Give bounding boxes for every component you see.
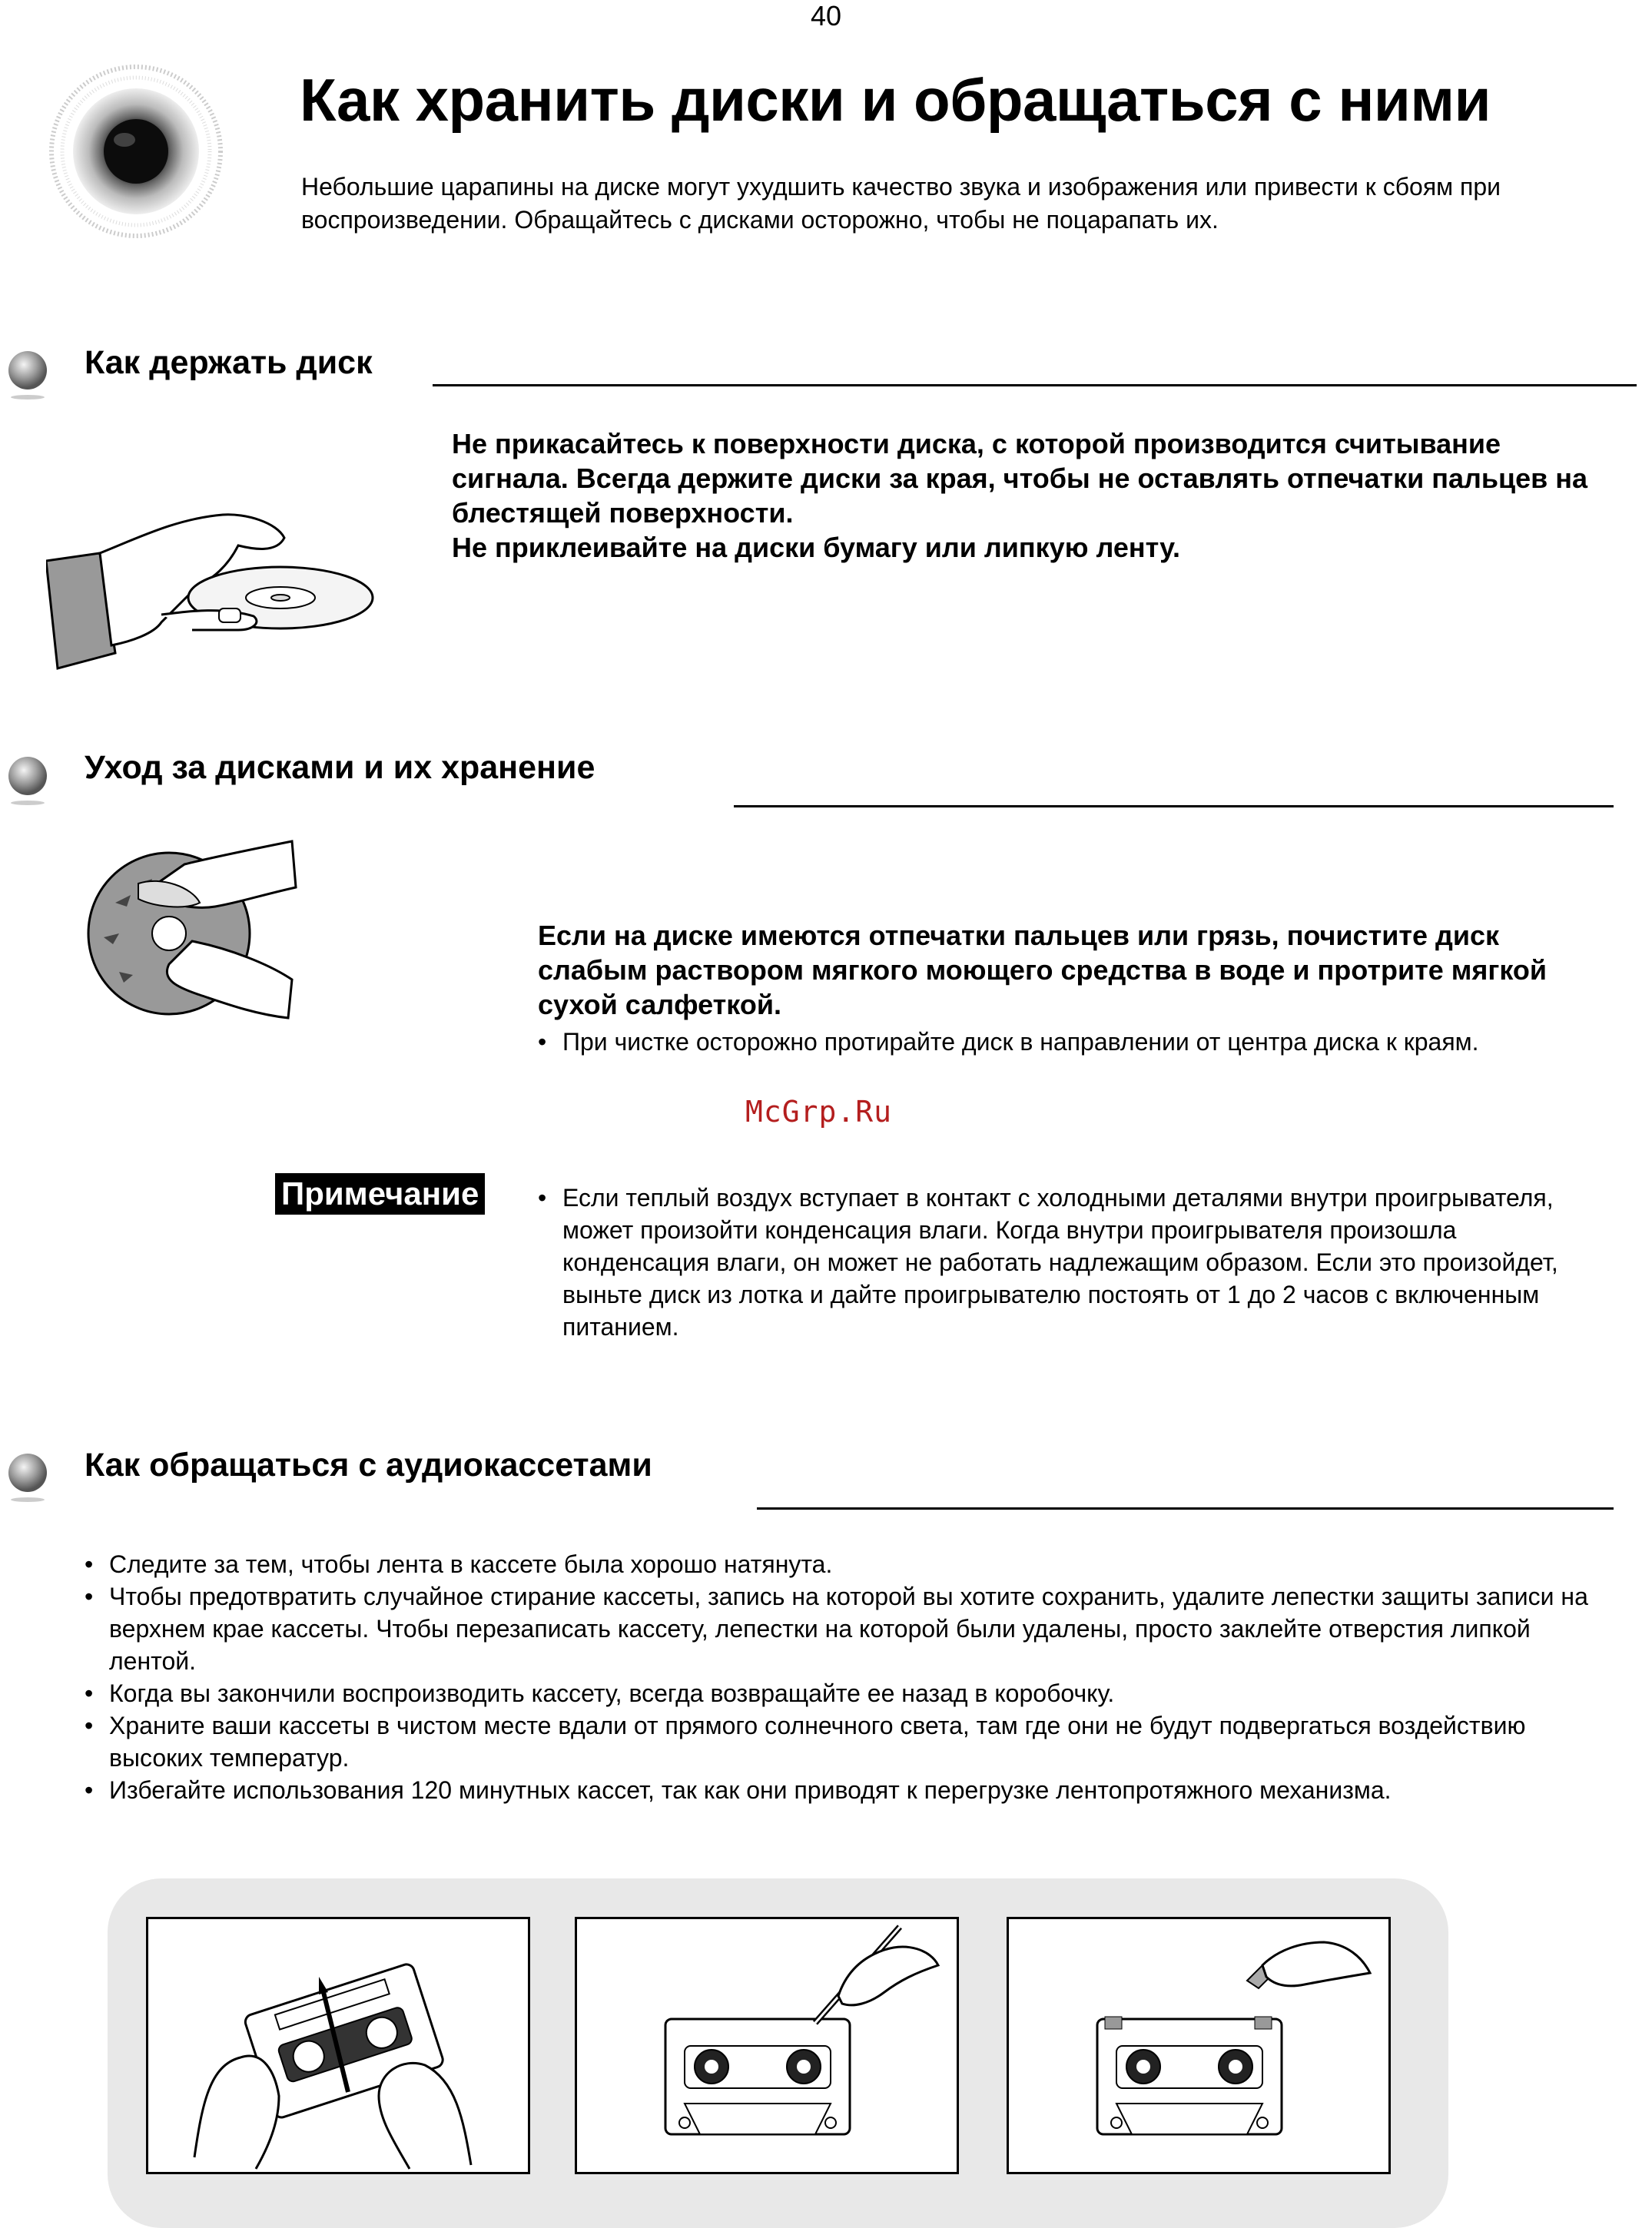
cassette-bullet-list [85, 1548, 1614, 1806]
section-rule [757, 1507, 1614, 1510]
cassette-tighten-illustration [146, 1917, 530, 2174]
hold-disc-text: Не прикасайтесь к поверхности диска, с которой производится считывание сигнала. Всегда держите диски за края, чтобы не оставлять отпечатки пальцев на блестящей поверхности. [452, 428, 1588, 529]
note-bullet-list [538, 1182, 1560, 1343]
cleaning-bullet-list [538, 1026, 1614, 1058]
cleaning-disc-illustration [77, 834, 323, 1029]
section-bullet-icon [6, 350, 52, 407]
section-bullet-icon [6, 1452, 52, 1510]
note-label: Примечание [275, 1173, 485, 1215]
cassette-remove-tab-illustration [575, 1917, 959, 2174]
section-rule [734, 805, 1614, 807]
list-item: • Избегайте использования 120 минутных кассет, так как они приводят к перегрузке лентопротяжного механизма. [85, 1774, 1614, 1806]
section-rule [433, 384, 1637, 386]
hand-holding-disc-illustration [46, 507, 384, 680]
list-item: • Чтобы предотвратить случайное стирание кассеты, запись на которой вы хотите сохранить, удалите лепестки защиты записи на верхнем крае кассеты. Чтобы перезаписать кассету, лепестки на которой были удалены, просто заклейте отверстия липкой лентой. [85, 1580, 1614, 1677]
page-title: Как хранить диски и обращаться с ними [300, 66, 1491, 134]
list-item: • При чистке осторожно протирайте диск в направлении от центра диска к краям. [538, 1026, 1614, 1058]
section-bullet-icon [6, 755, 52, 813]
section-heading-hold-disc: Как держать диск [85, 344, 373, 381]
list-item: • Храните ваши кассеты в чистом месте вдали от прямого солнечного света, там где они не будут подвергаться воздействию высоких температур. [85, 1709, 1614, 1774]
intro-text: Небольшие царапины на диске могут ухудшить качество звука и изображения или привести к сбоям при воспроизведении. Обращайтесь с дисками осторожно, чтобы не поцарапать их. [301, 173, 1501, 234]
section-heading-care-storage: Уход за дисками и их хранение [85, 749, 595, 786]
list-item: • Когда вы закончили воспроизводить кассету, всегда возвращайте ее назад в коробочку. [85, 1677, 1614, 1709]
section-heading-cassettes: Как обращаться с аудиокассетами [85, 1447, 652, 1484]
page-number: 40 [810, 0, 842, 31]
cassette-tape-over-illustration [1007, 1917, 1391, 2174]
cleaning-text: Если на диске имеются отпечатки пальцев или грязь, почистите диск слабым раствором мягкого моющего средства в воде и протрите мягкой сухой салфеткой. [538, 920, 1548, 1020]
list-item: • Если теплый воздух вступает в контакт с холодными деталями внутри проигрывателя, может произойти конденсация влаги. Когда внутри проигрывателя произошла конденсация влаги, он может не работать надлежащим образом. Если это произойдет, выньте диск из лотка и дайте проигрывателю постоять от 1 до 2 часов с включенным питанием. [538, 1182, 1560, 1343]
watermark: McGrp.Ru [745, 1095, 893, 1129]
no-tape-text: Не приклеивайте на диски бумагу или липкую ленту. [452, 532, 1180, 563]
disc-logo-icon [48, 63, 224, 244]
list-item: • Следите за тем, чтобы лента в кассете была хорошо натянута. [85, 1548, 1614, 1580]
